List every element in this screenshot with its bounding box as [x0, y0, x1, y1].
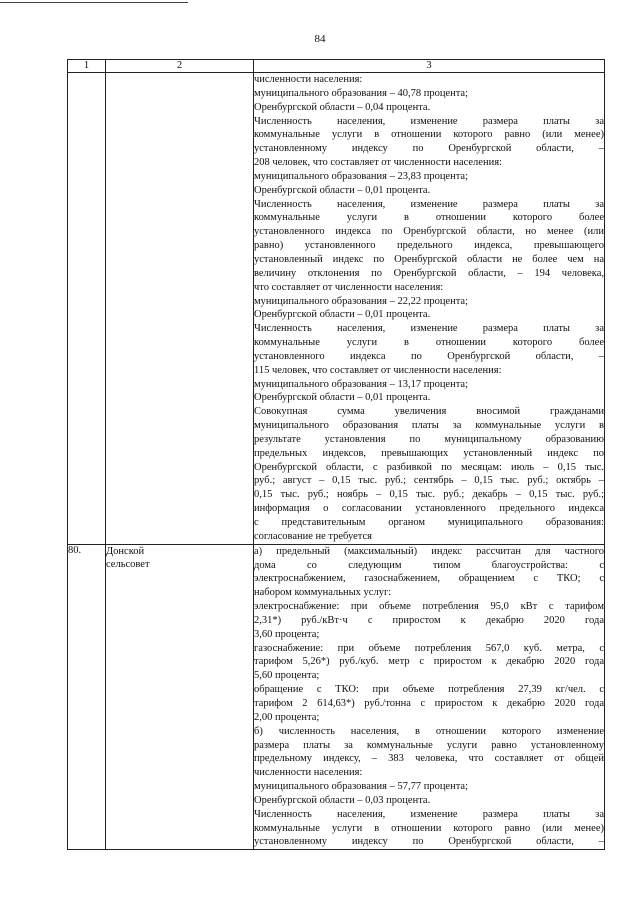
text-line: коммунальные услуги в отношении которого более — [254, 337, 604, 349]
table-row-continued — [68, 73, 605, 545]
text-line: с представительным органом муниципального образования: — [254, 517, 604, 528]
municipality-name-line: Донской — [106, 545, 145, 557]
text-line: электроснабжение: при объеме потребления 95,0 кВт с тарифом — [254, 601, 604, 613]
text-line: равно) установленного предельного индекса, превышающего — [254, 240, 604, 252]
text-line: муниципального образования – 23,83 процента; — [254, 170, 469, 182]
regulation-table — [67, 59, 605, 850]
text-line: Оренбургской области – 0,01 процента. — [254, 184, 431, 196]
text-line: численности населения: — [254, 74, 363, 85]
text-line: установленный индекс по Оренбургской области не более чем на — [254, 253, 604, 265]
text-line: численности населения: — [254, 767, 363, 779]
text-line: муниципального образования – 13,17 процента; — [254, 378, 469, 390]
text-line: Численность населения, изменение размера платы за — [254, 323, 604, 335]
row-number: 80. — [68, 544, 106, 850]
page-number: 84 — [314, 33, 326, 45]
continued-text — [254, 73, 604, 544]
text-line: Оренбургской области – 0,03 процента. — [254, 794, 431, 806]
text-line: что составляет от численности населения: — [254, 281, 444, 293]
text-line: 3,60 процента; — [254, 628, 320, 640]
header-col-1: 1 — [68, 60, 106, 73]
text-line: Оренбургской области, с разбивкой по месяцам: июль – 0,15 тыс. — [254, 461, 604, 473]
header-col-2: 2 — [106, 60, 254, 73]
text-line: коммунальные услуги в отношении которого равно (или менее) — [254, 822, 604, 834]
description-cell — [254, 73, 605, 545]
text-line: Оренбургской области – 0,04 процента. — [254, 101, 431, 113]
text-line: муниципального образования – 57,77 процента; — [254, 781, 469, 793]
table-header-row — [68, 60, 605, 73]
text-line: установленному индексу по Оренбургской области, – — [254, 143, 604, 155]
text-line: Численность населения, изменение размера платы за — [254, 198, 604, 210]
text-line: Численность населения, изменение размера платы за — [254, 808, 604, 820]
row-80-text — [254, 545, 604, 850]
text-line: согласование не требуется — [254, 530, 372, 542]
text-line: дома со следующим типом благоустройства: с — [254, 559, 604, 571]
text-line: установленного индекса по Оренбургской области, – — [254, 350, 604, 362]
text-line: предельных индексов, превышающих установленный индекс по — [254, 447, 604, 459]
text-line: б) численность населения, в отношении которого изменение — [254, 725, 604, 737]
top-rule — [0, 2, 188, 3]
text-line: результате установления по муниципальному образованию — [254, 433, 604, 445]
text-line: Оренбургской области – 0,01 процента. — [254, 309, 431, 321]
text-line: муниципального образования платы за коммунальные услуги в — [254, 420, 604, 432]
text-line: 5,60 процента; — [254, 670, 320, 682]
municipality-name-line: сельсовет — [106, 559, 150, 571]
header-col-3: 3 — [254, 60, 605, 73]
text-line: руб.; август – 0,15 тыс. руб.; сентябрь – 0,15 тыс. руб.; октябрь – — [254, 475, 604, 487]
text-line: информация о согласовании установленного предельного индекса — [254, 503, 604, 515]
text-line: газоснабжение: при объеме потребления 567,0 куб. метра, с — [254, 642, 604, 654]
text-line: Оренбургской области – 0,01 процента. — [254, 392, 431, 404]
text-line: коммунальные услуги в отношении которого равно (или менее) — [254, 129, 604, 141]
text-line: 115 человек, что составляет от численности населения: — [254, 364, 502, 376]
row-number-cell — [68, 73, 106, 545]
text-line: обращение с ТКО: при объеме потребления 27,39 кг/чел. с — [254, 684, 604, 696]
text-line: тарифом 5,26*) руб./куб. метр с приростом к декабрю 2020 года — [254, 656, 604, 668]
text-line: установленному индексу по Оренбургской области, – — [254, 836, 604, 848]
table-row-80 — [68, 544, 605, 850]
text-line: муниципального образования – 22,22 процента; — [254, 295, 469, 307]
text-line: Совокупная сумма увеличения вносимой гражданами — [254, 406, 604, 418]
text-line: коммунальные услуги в отношении которого более — [254, 212, 604, 224]
municipality-cell — [106, 73, 254, 545]
text-line: набором коммунальных услуг: — [254, 587, 392, 599]
description-cell — [254, 544, 605, 850]
text-line: электроснабжением, газоснабжением, обращением с ТКО; с — [254, 573, 604, 585]
text-line: 2,00 процента; — [254, 711, 320, 723]
municipality-name — [106, 544, 254, 850]
text-line: величину отклонения по Оренбургской области, – 194 человека, — [254, 267, 604, 279]
text-line: предельному индексу, – 383 человека, что составляет от общей — [254, 753, 604, 765]
text-line: Численность населения, изменение размера платы за — [254, 115, 604, 127]
text-line: 2,31*) руб./кВт·ч с приростом к декабрю 2020 года — [254, 614, 604, 626]
text-line: а) предельный (максимальный) индекс рассчитан для частного — [254, 545, 604, 557]
text-line: 0,15 тыс. руб.; ноябрь – 0,15 тыс. руб.; декабрь – 0,15 тыс. руб.; — [254, 489, 604, 501]
text-line: размера платы за коммунальные услуги равно установленному — [254, 739, 604, 751]
text-line: муниципального образования – 40,78 процента; — [254, 87, 469, 99]
text-line: 208 человек, что составляет от численности населения: — [254, 157, 502, 169]
text-line: установленного индекса по Оренбургской области, но менее (или — [254, 226, 604, 238]
text-line: тарифом 2 614,63*) руб./тонна с приростом к декабрю 2020 года — [254, 697, 604, 709]
